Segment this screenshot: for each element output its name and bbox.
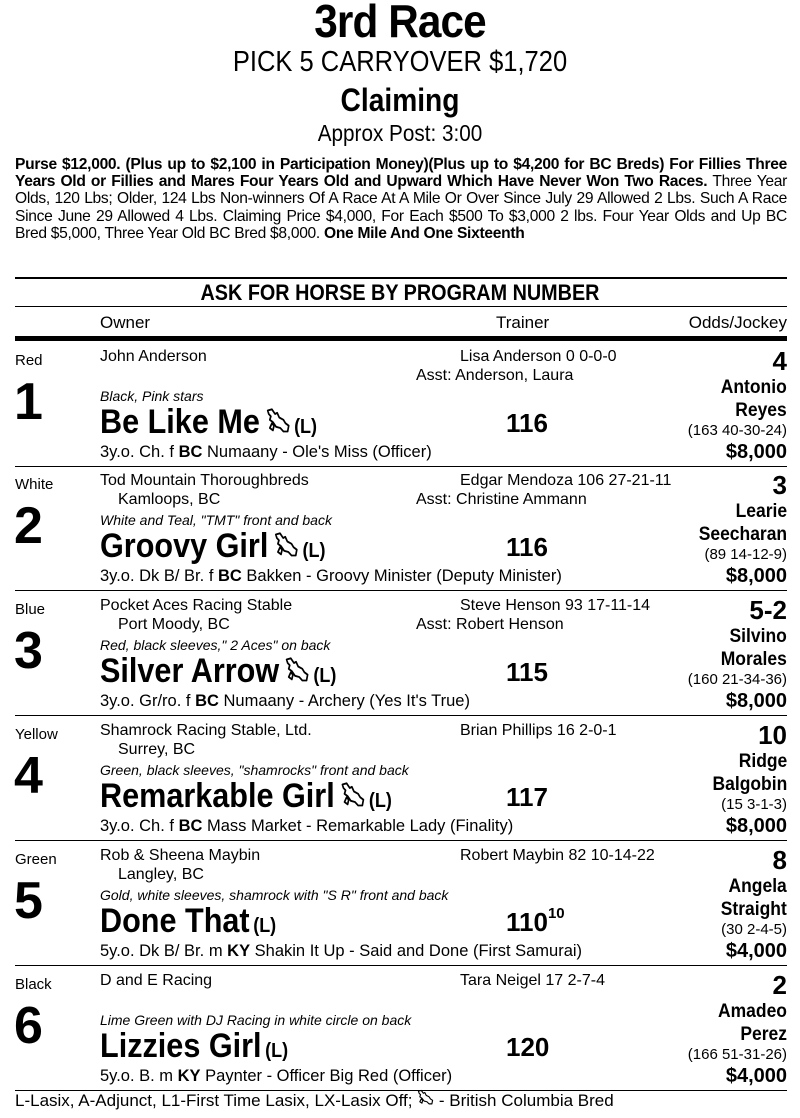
program-number: 5	[14, 872, 43, 930]
ask-banner: ASK FOR HORSE BY PROGRAM NUMBER	[200, 280, 600, 305]
horse-name-line	[100, 774, 392, 823]
pedigree-age-sex: 3y.o. Ch. f	[100, 443, 179, 461]
weight-value: 115	[506, 657, 548, 687]
weight-value: 110	[506, 907, 548, 937]
trainer: Robert Maybin 82 10-14-22	[460, 847, 655, 864]
entry-row	[0, 966, 800, 1091]
claim-price: $8,000	[725, 441, 787, 463]
silks-description: Gold, white sleeves, shamrock with "S R" front and back	[100, 887, 449, 903]
owner-name: Rob & Sheena Maybin	[100, 847, 261, 864]
column-odds-jockey: Odds/Jockey	[688, 313, 787, 332]
pedigree-age-sex: 5y.o. B. m	[100, 1067, 178, 1085]
bc-bred-icon	[285, 651, 310, 695]
pedigree-breeding: Numaany - Ole's Miss (Officer)	[202, 443, 432, 461]
bc-bred-icon	[340, 776, 365, 820]
owner-name: Shamrock Racing Stable, Ltd.	[100, 722, 312, 739]
medication: (L)	[265, 1040, 289, 1062]
morning-line-odds: 10	[758, 720, 787, 750]
jockey-last: Balgobin	[712, 774, 787, 795]
owner-location: Langley, BC	[118, 866, 204, 883]
divider	[15, 277, 787, 279]
race-conditions	[15, 156, 787, 242]
jockey-stats: (160 21-34-36)	[687, 671, 787, 688]
trainer: Edgar Mendoza 106 27-21-11	[460, 472, 672, 489]
program-number: 4	[14, 747, 43, 805]
horse-name-line	[100, 1024, 288, 1073]
jockey-stats: (89 14-12-9)	[704, 546, 787, 563]
saddlecloth-color: Blue	[15, 601, 46, 618]
conditions-body: Three Year Olds, 120 Lbs; Older, 124 Lbs Non-winners Of A Race At A Mile Or Over Since July 29 Allowed 2 Lbs. Such A Race Since June 29 Allowed 4 Lbs. Claiming Price $4,000, For Each $500 To $3,000 2 lbs. Four Year Olds and Up BC Bred $5,000, Three Year Old BC Bred $8,000.	[15, 173, 787, 242]
silks-description: Lime Green with DJ Racing in white circle on back	[100, 1012, 412, 1028]
claim-price: $4,000	[725, 1065, 787, 1087]
legend-text-bc: - British Columbia Bred	[434, 1091, 614, 1110]
trainer: Lisa Anderson 0 0-0-0	[460, 348, 617, 365]
jockey-first: Silvino	[729, 626, 787, 647]
legend	[15, 1089, 614, 1111]
morning-line-odds: 4	[772, 346, 787, 376]
pedigree	[100, 1067, 452, 1086]
weight	[506, 782, 548, 813]
weight	[506, 907, 565, 938]
horse-name: Done That	[100, 902, 250, 940]
jockey-name	[699, 500, 787, 546]
horse-name-line	[100, 899, 276, 948]
weight	[506, 1032, 549, 1063]
pedigree-breeding: Shakin It Up - Said and Done (First Samurai)	[250, 942, 583, 960]
medication: (L)	[302, 540, 326, 562]
jockey-last: Seecharan	[698, 524, 787, 545]
owner-name: Tod Mountain Thoroughbreds	[100, 472, 309, 489]
claim-price: $8,000	[725, 565, 787, 587]
pedigree-bred: BC	[217, 567, 242, 585]
morning-line-odds: 8	[772, 845, 787, 875]
claim-price: $8,000	[725, 690, 787, 712]
weight-value: 116	[506, 532, 548, 562]
jockey-first: Angela	[728, 876, 787, 897]
morning-line-odds: 2	[772, 970, 787, 1000]
jockey-first: Ridge	[738, 751, 787, 772]
pedigree-breeding: Bakken - Groovy Minister (Deputy Minister)	[241, 567, 562, 585]
pedigree-bred: BC	[178, 443, 203, 461]
saddlecloth-color: Black	[15, 976, 52, 993]
saddlecloth-color: Yellow	[15, 726, 58, 743]
silks-description: Green, black sleeves, "shamrocks" front and back	[100, 762, 409, 778]
program-number: 6	[14, 997, 43, 1055]
silks-description: White and Teal, "TMT" front and back	[100, 512, 332, 528]
pedigree	[100, 692, 470, 711]
medication: (L)	[294, 416, 318, 438]
morning-line-odds: 3	[772, 470, 787, 500]
owner-location: Port Moody, BC	[118, 616, 230, 633]
jockey-first: Amadeo	[718, 1001, 787, 1022]
horse-name: Groovy Girl	[100, 527, 269, 565]
assistant-trainer: Asst: Robert Henson	[416, 616, 564, 633]
horse-name: Lizzies Girl	[100, 1027, 262, 1065]
conditions-distance: One Mile And One Sixteenth	[324, 224, 525, 242]
weight	[506, 657, 548, 688]
jockey-stats: (15 3-1-3)	[721, 796, 787, 813]
conditions-purse: Purse $12,000. (Plus up to $2,100 in Participation Money)(Plus up to $4,200 for BC Breds) For Fillies Three Years Old or Fillies and Mares Four Years Old and Upward Which Have Never Won Two Races.	[15, 156, 787, 191]
pedigree-age-sex: 5y.o. Dk B/ Br. m	[100, 942, 228, 960]
entry-row	[0, 466, 800, 591]
silks-description: Red, black sleeves," 2 Aces" on back	[100, 637, 331, 653]
jockey-name	[721, 875, 787, 921]
program-number: 3	[14, 622, 43, 680]
pedigree-age-sex: 3y.o. Dk B/ Br. f	[100, 567, 218, 585]
weight-value: 117	[506, 782, 548, 812]
jockey-stats: (163 40-30-24)	[687, 422, 787, 439]
pedigree	[100, 942, 582, 961]
pedigree-breeding: Mass Market - Remarkable Lady (Finality)	[202, 817, 514, 835]
horse-name-line	[100, 524, 326, 573]
pedigree-age-sex: 3y.o. Gr/ro. f	[100, 692, 196, 710]
jockey-first: Learie	[735, 501, 787, 522]
entry-row	[0, 841, 800, 966]
trainer: Steve Henson 93 17-11-14	[460, 597, 651, 614]
horse-name: Remarkable Girl	[100, 777, 335, 815]
jockey-stats: (30 2-4-5)	[721, 921, 787, 938]
jockey-stats: (166 51-31-26)	[687, 1046, 787, 1063]
pedigree	[100, 567, 562, 586]
pedigree-bred: BC	[178, 817, 203, 835]
pedigree-breeding: Paynter - Officer Big Red (Officer)	[200, 1067, 453, 1085]
weight-value: 120	[506, 1032, 550, 1062]
jockey-name	[721, 376, 787, 422]
pedigree-age-sex: 3y.o. Ch. f	[100, 817, 179, 835]
entry-row	[0, 342, 800, 467]
pedigree	[100, 817, 513, 836]
morning-line-odds: 5-2	[749, 595, 787, 625]
pedigree-breeding: Numaany - Archery (Yes It's True)	[218, 692, 470, 710]
jockey-last: Straight	[720, 899, 787, 920]
owner-location: Kamloops, BC	[118, 491, 221, 508]
medication: (L)	[253, 915, 277, 937]
jockey-first: Antonio	[720, 377, 787, 398]
jockey-name	[721, 625, 787, 671]
bc-bred-icon	[265, 402, 290, 446]
bc-bred-icon	[417, 1091, 434, 1110]
medication: (L)	[313, 665, 337, 687]
pedigree	[100, 443, 432, 462]
owner-name: Pocket Aces Racing Stable	[100, 597, 293, 614]
pedigree-bred: KY	[177, 1067, 201, 1085]
pedigree-bred: BC	[195, 692, 219, 710]
weight	[506, 532, 548, 563]
assistant-trainer: Asst: Anderson, Laura	[416, 367, 574, 384]
program-number: 2	[14, 497, 43, 555]
horse-name-line	[100, 649, 336, 698]
column-trainer: Trainer	[496, 313, 550, 332]
trainer: Tara Neigel 17 2-7-4	[460, 972, 605, 989]
race-type: Claiming	[340, 82, 460, 118]
bc-bred-icon	[274, 526, 299, 570]
jockey-last: Perez	[740, 1024, 787, 1045]
owner-location: Surrey, BC	[118, 741, 196, 758]
trainer: Brian Phillips 16 2-0-1	[460, 722, 617, 739]
program-number: 1	[14, 373, 43, 431]
claim-price: $4,000	[725, 940, 787, 962]
pick5-carryover: PICK 5 CARRYOVER $1,720	[232, 46, 568, 78]
horse-name: Silver Arrow	[100, 652, 280, 690]
assistant-trainer: Asst: Christine Ammann	[416, 491, 587, 508]
jockey-last: Morales	[720, 649, 787, 670]
pedigree-bred: KY	[227, 942, 251, 960]
jockey-name	[712, 750, 787, 796]
jockey-name	[718, 1000, 787, 1046]
silks-description: Black, Pink stars	[100, 388, 204, 404]
owner-name: D and E Racing	[100, 972, 213, 989]
weight-allowance: 10	[547, 905, 565, 922]
column-owner: Owner	[100, 313, 151, 332]
owner-name: John Anderson	[100, 348, 207, 365]
jockey-last: Reyes	[735, 400, 787, 421]
saddlecloth-color: Red	[15, 352, 43, 369]
weight-value: 116	[506, 408, 548, 438]
weight	[506, 408, 548, 439]
legend-text: L-Lasix, A-Adjunct, L1-First Time Lasix, LX-Lasix Off;	[15, 1091, 418, 1110]
medication: (L)	[368, 790, 392, 812]
horse-name: Be Like Me	[100, 403, 260, 441]
horse-name-line	[100, 400, 317, 449]
divider-thick	[15, 336, 787, 341]
race-title: 3rd Race	[314, 0, 486, 47]
divider	[15, 306, 787, 307]
post-time: Approx Post: 3:00	[317, 120, 483, 146]
claim-price: $8,000	[725, 815, 787, 837]
entry-row	[0, 716, 800, 841]
saddlecloth-color: Green	[15, 851, 57, 868]
entry-row	[0, 591, 800, 716]
saddlecloth-color: White	[15, 476, 54, 493]
